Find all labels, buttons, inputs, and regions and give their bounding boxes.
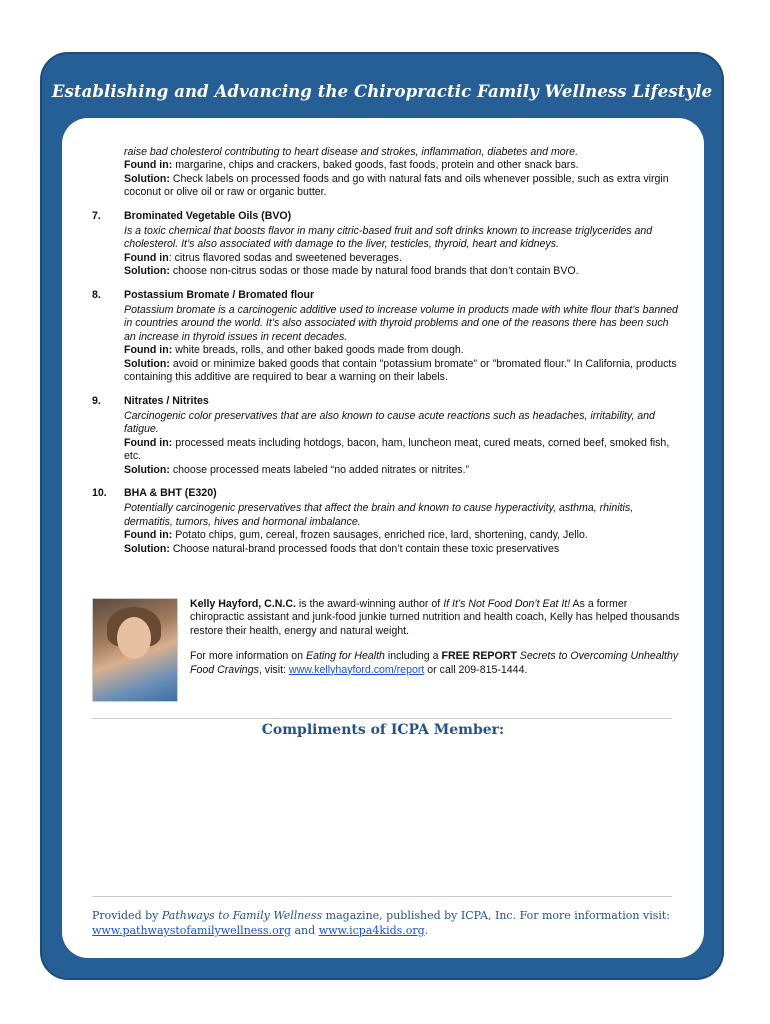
item-found-in: Found in: processed meats including hotdogs, bacon, ham, luncheon meat, cured meats, corned beef, smoked fish, etc. — [124, 436, 670, 463]
pathways-link[interactable]: www.pathwaystofamilywellness.org — [92, 924, 291, 937]
item-number: 9. — [92, 394, 101, 407]
item-title: Brominated Vegetable Oils (BVO) — [124, 209, 292, 222]
item-solution: Solution: Choose natural-brand processed foods that don’t contain these toxic preservatives — [124, 542, 560, 555]
author-bio — [92, 598, 682, 708]
list-item-10 — [92, 487, 682, 556]
item-title: Postassium Bromate / Bromated flour — [124, 288, 315, 301]
item-title: BHA & BHT (E320) — [124, 486, 217, 499]
item-title: Nitrates / Nitrites — [124, 394, 209, 407]
footer-text: Provided by Pathways to Family Wellness magazine, published by ICPA, Inc. For more information visit: www.pathwaystofamilywellness.org and www.icpa4kids.org. — [92, 909, 670, 937]
bio-paragraph: Kelly Hayford, C.N.C. is the award-winning author of If It’s Not Food Don’t Eat It! As a former chiropractic assistant and junk-food junkie turned nutrition and health coach, Kelly has helped thousands restore their health, energy and natural weight. — [190, 598, 680, 637]
page-title: Establishing and Advancing the Chiropractic Family Wellness Lifestyle — [51, 82, 713, 101]
item-number: 7. — [92, 209, 101, 222]
item-solution: Solution: choose non-citrus sodas or those made by natural food brands that don’t contain BVO. — [124, 265, 579, 278]
item-number: 8. — [92, 288, 101, 301]
item-description: Carcinogenic color preservatives that are also known to cause acute reactions such as headaches, irritability, and fatigue. — [124, 409, 655, 436]
intro-solution: Solution: Check labels on processed foods and go with natural fats and oils whenever possible, such as extra virgin coconut or olive oil or raw or organic butter. — [124, 172, 669, 199]
author-photo — [92, 598, 178, 702]
item-description: Potassium bromate is a carcinogenic additive used to increase volume in products made with white flour that’s banned in countries around the world. It’s also associated with thyroid problems and one of the reasons there has been such an increase in thyroid issues in recent decades. — [124, 304, 678, 343]
compliments-heading: Compliments of ICPA Member: — [261, 722, 505, 738]
bio-text — [190, 598, 680, 689]
list-item-7 — [92, 210, 682, 279]
list-item-8 — [92, 289, 682, 385]
item-solution: Solution: choose processed meats labeled “no added nitrates or nitrites.” — [124, 463, 470, 476]
article-body — [92, 146, 682, 566]
photo-face — [117, 617, 151, 659]
item-found-in: Found in: citrus flavored sodas and sweetened beverages. — [124, 251, 402, 264]
icpa-link[interactable]: www.icpa4kids.org — [318, 924, 425, 937]
intro-found-in: Found in: margarine, chips and crackers, baked goods, fast foods, protein and other snack bars. — [124, 159, 579, 172]
book-title: If It’s Not Food Don’t Eat It! — [443, 598, 571, 610]
kellyhayford-link[interactable]: www.kellyhayford.com/report — [288, 663, 425, 676]
item-solution: Solution: avoid or minimize baked goods that contain "potassium bromate" or "bromated flour." In California, products containing this additive are required to bear a warning on their labels. — [124, 357, 677, 384]
divider-top — [92, 718, 672, 719]
item-description: Is a toxic chemical that boosts flavor in many citric-based fruit and soft drinks known to increase triglycerides and cholesterol. It’s also associated with damage to the liver, testicles, thyroid, heart and kidneys. — [124, 225, 653, 251]
page-frame — [40, 52, 724, 980]
author-name: Kelly Hayford, C.N.C. — [190, 598, 296, 610]
item-found-in: Found in: white breads, rolls, and other baked goods made from dough. — [124, 344, 464, 357]
more-info-paragraph: For more information on Eating for Health including a FREE REPORT Secrets to Overcoming Unhealthy Food Cravings, visit: www.kellyhayford.com/report or call 209-815-1444. — [190, 650, 679, 676]
intro-text: raise bad cholesterol contributing to heart disease and strokes, inflammation, diabetes and more. — [124, 146, 579, 158]
list-item-9 — [92, 395, 682, 477]
item-description: Potentially carcinogenic preservatives that affect the brain and known to cause hyperactivity, asthma, rhinitis, dermatitis, tumors, hives and hormonal imbalance. — [124, 502, 634, 528]
item-number: 10. — [92, 486, 107, 499]
divider-bottom — [92, 896, 672, 897]
intro-block — [92, 146, 682, 200]
magazine-name: Pathways to Family Wellness — [161, 909, 323, 922]
content-panel — [62, 118, 704, 958]
item-found-in: Found in: Potato chips, gum, cereal, frozen sausages, enriched rice, lard, shortening, candy, Jello. — [124, 529, 588, 542]
